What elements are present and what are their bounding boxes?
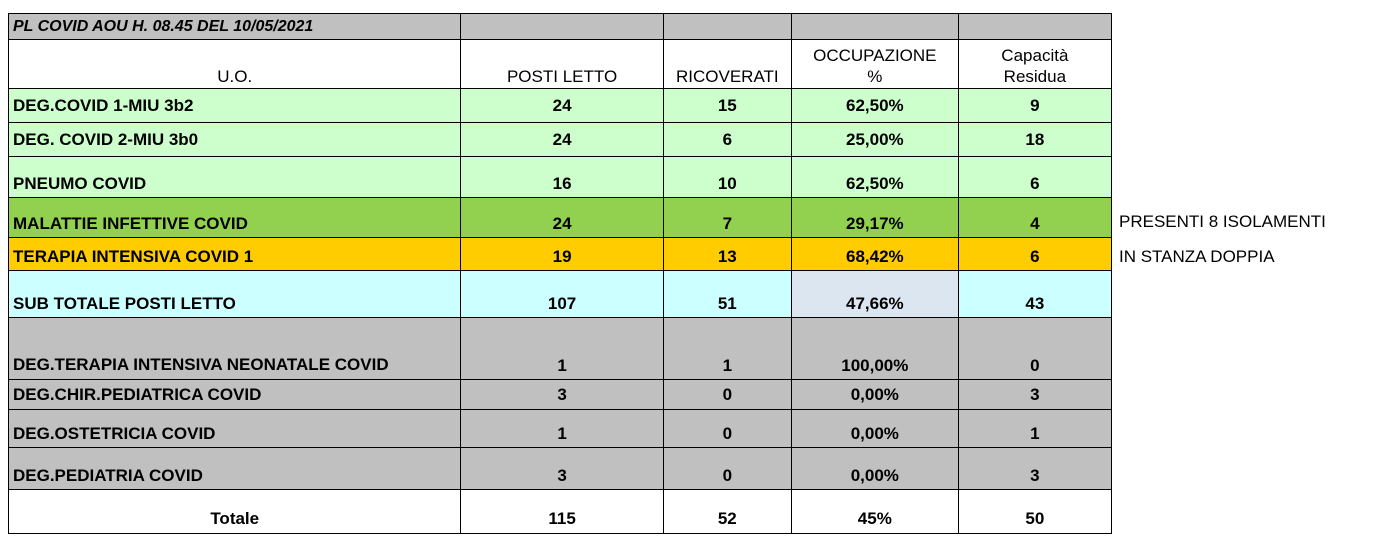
table-row bbox=[9, 410, 1112, 448]
header-capacita bbox=[958, 40, 1111, 89]
occupazione-value: 25,00% bbox=[791, 123, 958, 157]
occupazione-value: 47,66% bbox=[791, 271, 958, 318]
capacita-value: 4 bbox=[958, 198, 1111, 238]
occupazione-value: 0,00% bbox=[791, 410, 958, 448]
title-filler-cell bbox=[663, 14, 791, 40]
posti-letto-value: 19 bbox=[461, 238, 663, 271]
table-row bbox=[9, 123, 1112, 157]
unit-name: DEG.COVID 1-MIU 3b2 bbox=[9, 89, 461, 123]
header-posti-letto: POSTI LETTO bbox=[461, 40, 663, 89]
capacita-value: 1 bbox=[958, 410, 1111, 448]
title-filler-cell bbox=[958, 14, 1111, 40]
unit-name: DEG.CHIR.PEDIATRICA COVID bbox=[9, 380, 461, 410]
occupazione-value: 29,17% bbox=[791, 198, 958, 238]
title-row bbox=[9, 14, 1112, 40]
occupazione-value: 62,50% bbox=[791, 89, 958, 123]
occupazione-value: 100,00% bbox=[791, 318, 958, 380]
total-ricoverati: 52 bbox=[663, 490, 791, 534]
header-uo: U.O. bbox=[9, 40, 461, 89]
table-row bbox=[9, 198, 1112, 238]
ricoverati-value: 13 bbox=[663, 238, 791, 271]
ricoverati-value: 0 bbox=[663, 380, 791, 410]
header-occupazione-line2: % bbox=[867, 67, 883, 86]
posti-letto-value: 24 bbox=[461, 89, 663, 123]
capacita-value: 6 bbox=[958, 238, 1111, 271]
occupazione-value: 62,50% bbox=[791, 157, 958, 198]
occupazione-value: 0,00% bbox=[791, 448, 958, 490]
capacita-value: 6 bbox=[958, 157, 1111, 198]
ricoverati-value: 7 bbox=[663, 198, 791, 238]
capacita-value: 3 bbox=[958, 380, 1111, 410]
table-row bbox=[9, 238, 1112, 271]
unit-name: SUB TOTALE POSTI LETTO bbox=[9, 271, 461, 318]
posti-letto-value: 3 bbox=[461, 448, 663, 490]
title-filler-cell bbox=[461, 14, 663, 40]
covid-beds-table bbox=[8, 13, 1112, 534]
occupazione-value: 68,42% bbox=[791, 238, 958, 271]
posti-letto-value: 24 bbox=[461, 198, 663, 238]
posti-letto-value: 24 bbox=[461, 123, 663, 157]
posti-letto-value: 1 bbox=[461, 410, 663, 448]
total-occupazione: 45% bbox=[791, 490, 958, 534]
posti-letto-value: 16 bbox=[461, 157, 663, 198]
header-capacita-line1: Capacità bbox=[1001, 46, 1069, 65]
ricoverati-value: 1 bbox=[663, 318, 791, 380]
unit-name: DEG.PEDIATRIA COVID bbox=[9, 448, 461, 490]
total-label: Totale bbox=[9, 490, 461, 534]
capacita-value: 0 bbox=[958, 318, 1111, 380]
ricoverati-value: 15 bbox=[663, 89, 791, 123]
table-row bbox=[9, 89, 1112, 123]
table-row bbox=[9, 380, 1112, 410]
table-row bbox=[9, 271, 1112, 318]
ricoverati-value: 51 bbox=[663, 271, 791, 318]
unit-name bbox=[9, 318, 461, 380]
ricoverati-value: 6 bbox=[663, 123, 791, 157]
ricoverati-value: 0 bbox=[663, 448, 791, 490]
note-line-2: IN STANZA DOPPIA bbox=[1119, 247, 1275, 266]
total-row bbox=[9, 490, 1112, 534]
header-capacita-line2: Residua bbox=[1003, 67, 1067, 86]
unit-name: PNEUMO COVID bbox=[9, 157, 461, 198]
table-row bbox=[9, 318, 1112, 380]
note-line-1: PRESENTI 8 ISOLAMENTI bbox=[1119, 212, 1326, 231]
posti-letto-value: 107 bbox=[461, 271, 663, 318]
ricoverati-value: 0 bbox=[663, 410, 791, 448]
header-ricoverati: RICOVERATI bbox=[663, 40, 791, 89]
ricoverati-value: 10 bbox=[663, 157, 791, 198]
table-title: PL COVID AOU H. 08.45 DEL 10/05/2021 bbox=[9, 14, 461, 40]
header-occupazione bbox=[791, 40, 958, 89]
table-row bbox=[9, 157, 1112, 198]
posti-letto-value: 3 bbox=[461, 380, 663, 410]
capacita-value: 3 bbox=[958, 448, 1111, 490]
unit-name: DEG. COVID 2-MIU 3b0 bbox=[9, 123, 461, 157]
title-filler-cell bbox=[791, 14, 958, 40]
table-row bbox=[9, 448, 1112, 490]
header-row bbox=[9, 40, 1112, 89]
unit-name: MALATTIE INFETTIVE COVID bbox=[9, 198, 461, 238]
total-capacita: 50 bbox=[958, 490, 1111, 534]
capacita-value: 18 bbox=[958, 123, 1111, 157]
unit-name-text: DEG.TERAPIA INTENSIVA NEONATALE COVID bbox=[13, 355, 389, 374]
capacita-value: 43 bbox=[958, 271, 1111, 318]
unit-name: TERAPIA INTENSIVA COVID 1 bbox=[9, 238, 461, 271]
header-occupazione-line1: OCCUPAZIONE bbox=[813, 46, 937, 65]
occupazione-value: 0,00% bbox=[791, 380, 958, 410]
capacita-value: 9 bbox=[958, 89, 1111, 123]
total-posti-letto: 115 bbox=[461, 490, 663, 534]
posti-letto-value: 1 bbox=[461, 318, 663, 380]
unit-name: DEG.OSTETRICIA COVID bbox=[9, 410, 461, 448]
